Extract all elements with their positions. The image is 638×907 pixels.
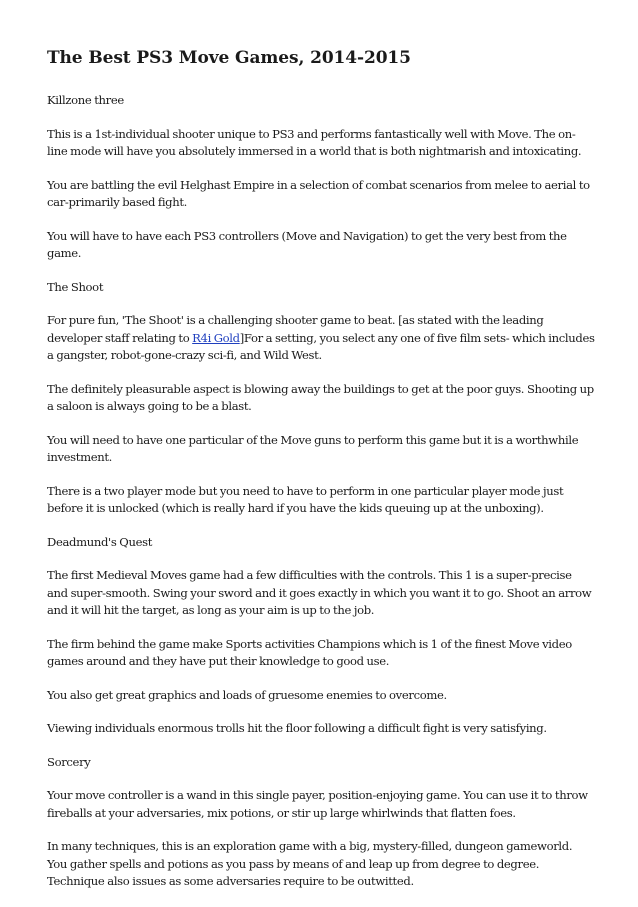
paragraph: You will need to have one particular of the Move guns to perform this game but it is a worthwhile investment. [47, 432, 579, 464]
r4i-gold-link[interactable]: R4i Gold [192, 330, 240, 345]
paragraph: You will have to have each PS3 controllers (Move and Navigation) to get the very best from the game. [47, 228, 567, 260]
paragraph: You also get great graphics and loads of gruesome enemies to overcome. [47, 687, 447, 702]
subheading-deadmunds-quest: Deadmund's Quest [47, 534, 153, 549]
document-page [47, 46, 595, 907]
paragraph: This is a 1st-individual shooter unique to PS3 and performs fantastically well with Move. The on-line mode will have you absolutely immersed in a world that is both nightmarish and intoxicating. [47, 126, 582, 158]
paragraph: Viewing individuals enormous trolls hit the floor following a difficult fight is very satisfying. [47, 721, 547, 735]
paragraph: The firm behind the game make Sports activities Champions which is 1 of the finest Move video games around and they have put their knowledge to good use. [47, 636, 572, 668]
paragraph-text-after-link: ]For a setting, you select any one of five film sets- which includes a gangster, robot-gone-crazy sci-fi, and Wild West. [47, 330, 595, 362]
paragraph-text-before-link: For pure fun, 'The Shoot' is a challenging shooter game to beat. [as stated with the leading developer staff relating to [47, 313, 544, 345]
document-title: The Best PS3 Move Games, 2014-2015 [47, 48, 411, 68]
paragraph: Your move controller is a wand in this single payer, position-enjoying game. You can use it to throw fireballs at your adversaries, mix potions, or stir up large whirlwinds that flatten foes. [47, 788, 588, 820]
paragraph: You are battling the evil Helghast Empire in a selection of combat scenarios from melee to aerial to car-primarily based fight. [47, 177, 590, 209]
paragraph: In many techniques, this is an exploration game with a big, mystery-filled, dungeon gameworld. You gather spells and potions as you pass by means of and leap up from degree to degree. Technique also issues as some adversaries require to be outwitted. [47, 839, 573, 888]
subheading-killzone: Killzone three [47, 93, 124, 107]
paragraph: The first Medieval Moves game had a few difficulties with the controls. This 1 is a super-precise and super-smooth. Swing your sword and it goes exactly in which you want it to go. Shoot an arrow and it will hit the target, as long as your aim is up to the job. [47, 568, 592, 617]
paragraph-with-link [47, 312, 595, 365]
subheading-the-shoot: The Shoot [47, 279, 104, 294]
paragraph: There is a two player mode but you need to have to perform in one particular player mode just before it is unlocked (which is really hard if you have the kids queuing up at the unboxing). [47, 483, 564, 515]
subheading-sorcery: Sorcery [47, 754, 91, 769]
paragraph: The definitely pleasurable aspect is blowing away the buildings to get at the poor guys. Shooting up a saloon is always going to be a blast. [47, 381, 594, 413]
